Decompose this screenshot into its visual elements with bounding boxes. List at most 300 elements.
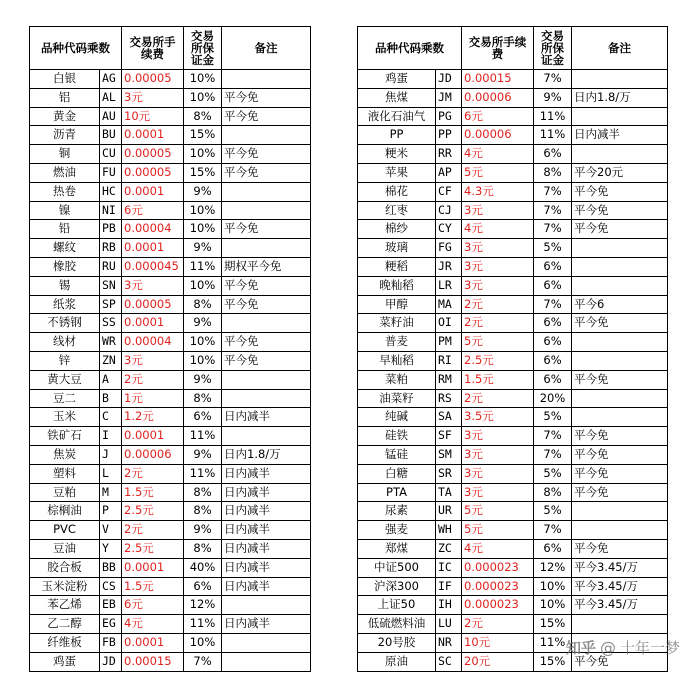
margin-cell: 6% bbox=[534, 539, 572, 558]
product-code-cell: PG bbox=[436, 107, 462, 126]
watermark bbox=[566, 637, 680, 658]
product-name-cell: 热卷 bbox=[30, 182, 100, 201]
fee-cell: 3元 bbox=[122, 276, 184, 295]
note-cell bbox=[222, 239, 311, 258]
margin-cell: 11% bbox=[184, 257, 222, 276]
note-cell: 平今免 bbox=[572, 445, 668, 464]
fee-cell: 0.000023 bbox=[462, 596, 534, 615]
product-code-cell: PP bbox=[436, 126, 462, 145]
margin-cell: 9% bbox=[534, 88, 572, 107]
note-cell: 平今免 bbox=[572, 464, 668, 483]
fee-cell: 3元 bbox=[462, 427, 534, 446]
table-row bbox=[358, 539, 668, 558]
note-cell bbox=[222, 389, 311, 408]
margin-cell: 8% bbox=[184, 107, 222, 126]
table-row bbox=[30, 239, 311, 258]
fee-cell: 1.5元 bbox=[462, 370, 534, 389]
header-product: 品种代码乘数 bbox=[30, 27, 122, 70]
margin-cell: 8% bbox=[184, 295, 222, 314]
author-name: 十年一梦 bbox=[619, 639, 680, 657]
product-name-cell: 硅铁 bbox=[358, 427, 436, 446]
note-cell bbox=[572, 276, 668, 295]
table-row bbox=[358, 333, 668, 352]
margin-cell: 7% bbox=[534, 427, 572, 446]
table-row bbox=[30, 652, 311, 671]
note-cell bbox=[572, 70, 668, 89]
fee-cell: 20元 bbox=[462, 652, 534, 671]
table-row bbox=[358, 70, 668, 89]
margin-cell: 11% bbox=[534, 107, 572, 126]
fee-cell: 4元 bbox=[462, 145, 534, 164]
margin-cell: 7% bbox=[534, 182, 572, 201]
note-cell: 平今免 bbox=[222, 145, 311, 164]
product-code-cell: RM bbox=[436, 370, 462, 389]
product-code-cell: Y bbox=[100, 539, 122, 558]
header-margin: 交易所保证金 bbox=[184, 27, 222, 70]
margin-cell: 8% bbox=[184, 539, 222, 558]
product-code-cell: MA bbox=[436, 295, 462, 314]
fee-cell: 3元 bbox=[462, 239, 534, 258]
product-name-cell: 棉纱 bbox=[358, 220, 436, 239]
product-name-cell: 焦煤 bbox=[358, 88, 436, 107]
zhihu-logo: 知乎 bbox=[565, 639, 596, 657]
table-row bbox=[358, 408, 668, 427]
fee-cell: 0.000023 bbox=[462, 577, 534, 596]
table-row bbox=[30, 220, 311, 239]
note-cell: 平今免 bbox=[572, 182, 668, 201]
product-name-cell: 玉米淀粉 bbox=[30, 577, 100, 596]
table-row bbox=[30, 521, 311, 540]
product-name-cell: 低硫燃料油 bbox=[358, 615, 436, 634]
product-name-cell: 豆二 bbox=[30, 389, 100, 408]
header-fee: 交易所手续费 bbox=[122, 27, 184, 70]
product-name-cell: 锌 bbox=[30, 351, 100, 370]
margin-cell: 12% bbox=[534, 558, 572, 577]
note-cell: 平今20元 bbox=[572, 163, 668, 182]
table-row bbox=[358, 88, 668, 107]
margin-cell: 9% bbox=[184, 182, 222, 201]
fee-cell: 6元 bbox=[462, 107, 534, 126]
margin-cell: 9% bbox=[184, 239, 222, 258]
table-row bbox=[358, 558, 668, 577]
product-name-cell: 鸡蛋 bbox=[358, 70, 436, 89]
header-row bbox=[30, 27, 311, 70]
table-row bbox=[30, 333, 311, 352]
margin-cell: 6% bbox=[184, 408, 222, 427]
table-row bbox=[30, 577, 311, 596]
margin-cell: 7% bbox=[534, 445, 572, 464]
table-row bbox=[30, 314, 311, 333]
product-name-cell: 强麦 bbox=[358, 521, 436, 540]
fee-cell: 0.00006 bbox=[462, 88, 534, 107]
product-name-cell: 普麦 bbox=[358, 333, 436, 352]
margin-cell: 40% bbox=[184, 558, 222, 577]
header-fee: 交易所手续费 bbox=[462, 27, 534, 70]
fee-cell: 0.00015 bbox=[462, 70, 534, 89]
note-cell: 平今6 bbox=[572, 295, 668, 314]
product-name-cell: 沪深300 bbox=[358, 577, 436, 596]
fee-cell: 2元 bbox=[122, 521, 184, 540]
product-name-cell: 塑料 bbox=[30, 464, 100, 483]
note-cell: 平今免 bbox=[222, 163, 311, 182]
product-name-cell: 鸡蛋 bbox=[30, 652, 100, 671]
product-name-cell: 郑煤 bbox=[358, 539, 436, 558]
table-row bbox=[358, 182, 668, 201]
fee-cell: 2元 bbox=[462, 314, 534, 333]
note-cell bbox=[572, 257, 668, 276]
note-cell: 平今3.45/万 bbox=[572, 577, 668, 596]
margin-cell: 10% bbox=[184, 333, 222, 352]
product-name-cell: 锰硅 bbox=[358, 445, 436, 464]
product-code-cell: PM bbox=[436, 333, 462, 352]
header-margin: 交易所保证金 bbox=[534, 27, 572, 70]
table-row bbox=[358, 145, 668, 164]
fee-cell: 0.00005 bbox=[122, 145, 184, 164]
fee-cell: 1元 bbox=[122, 389, 184, 408]
table-row bbox=[30, 464, 311, 483]
product-code-cell: CJ bbox=[436, 201, 462, 220]
product-code-cell: SM bbox=[436, 445, 462, 464]
fee-cell: 2元 bbox=[462, 389, 534, 408]
product-code-cell: BB bbox=[100, 558, 122, 577]
product-code-cell: OI bbox=[436, 314, 462, 333]
product-name-cell: 苹果 bbox=[358, 163, 436, 182]
note-cell bbox=[222, 596, 311, 615]
table-row bbox=[358, 276, 668, 295]
table-row bbox=[358, 615, 668, 634]
note-cell bbox=[222, 370, 311, 389]
fee-cell: 2元 bbox=[462, 615, 534, 634]
product-code-cell: FU bbox=[100, 163, 122, 182]
note-cell bbox=[572, 145, 668, 164]
product-code-cell: JD bbox=[100, 652, 122, 671]
margin-cell: 10% bbox=[184, 70, 222, 89]
margin-cell: 6% bbox=[534, 370, 572, 389]
margin-cell: 9% bbox=[184, 521, 222, 540]
margin-cell: 7% bbox=[534, 201, 572, 220]
margin-cell: 11% bbox=[184, 427, 222, 446]
margin-cell: 6% bbox=[534, 351, 572, 370]
table-row bbox=[358, 201, 668, 220]
fee-cell: 4元 bbox=[462, 539, 534, 558]
note-cell: 平今免 bbox=[572, 370, 668, 389]
note-cell: 平今免 bbox=[222, 107, 311, 126]
product-name-cell: 豆粕 bbox=[30, 483, 100, 502]
note-cell: 平今免 bbox=[572, 652, 668, 671]
fee-cell: 0.0001 bbox=[122, 239, 184, 258]
table-row bbox=[30, 389, 311, 408]
note-cell: 平今免 bbox=[222, 333, 311, 352]
note-cell bbox=[222, 201, 311, 220]
fee-cell: 4元 bbox=[122, 615, 184, 634]
product-name-cell: 锡 bbox=[30, 276, 100, 295]
product-code-cell: CY bbox=[436, 220, 462, 239]
note-cell bbox=[222, 427, 311, 446]
table-row bbox=[358, 445, 668, 464]
margin-cell: 5% bbox=[534, 239, 572, 258]
note-cell bbox=[222, 70, 311, 89]
margin-cell: 5% bbox=[534, 502, 572, 521]
margin-cell: 9% bbox=[184, 370, 222, 389]
margin-cell: 20% bbox=[534, 389, 572, 408]
header-product: 品种代码乘数 bbox=[358, 27, 462, 70]
product-name-cell: 铝 bbox=[30, 88, 100, 107]
margin-cell: 10% bbox=[184, 88, 222, 107]
product-name-cell: PTA bbox=[358, 483, 436, 502]
margin-cell: 8% bbox=[534, 163, 572, 182]
margin-cell: 10% bbox=[184, 220, 222, 239]
margin-cell: 8% bbox=[184, 389, 222, 408]
margin-cell: 10% bbox=[184, 276, 222, 295]
table-row bbox=[358, 521, 668, 540]
note-cell: 日内减半 bbox=[572, 126, 668, 145]
product-code-cell: RB bbox=[100, 239, 122, 258]
table-row bbox=[30, 596, 311, 615]
product-name-cell: 乙二醇 bbox=[30, 615, 100, 634]
product-name-cell: 液化石油气 bbox=[358, 107, 436, 126]
fee-cell: 0.0001 bbox=[122, 558, 184, 577]
product-name-cell: 铁矿石 bbox=[30, 427, 100, 446]
note-cell bbox=[572, 521, 668, 540]
table-row bbox=[30, 145, 311, 164]
table-row bbox=[30, 70, 311, 89]
table-row bbox=[30, 182, 311, 201]
note-cell: 平今免 bbox=[222, 88, 311, 107]
note-cell bbox=[222, 652, 311, 671]
note-cell: 日内减半 bbox=[222, 558, 311, 577]
fee-cell: 3元 bbox=[122, 88, 184, 107]
note-cell bbox=[222, 314, 311, 333]
table-row bbox=[30, 88, 311, 107]
product-name-cell: PVC bbox=[30, 521, 100, 540]
product-code-cell: SS bbox=[100, 314, 122, 333]
margin-cell: 15% bbox=[534, 615, 572, 634]
note-cell bbox=[222, 126, 311, 145]
product-name-cell: 红枣 bbox=[358, 201, 436, 220]
note-cell: 平今免 bbox=[572, 483, 668, 502]
fee-cell: 3元 bbox=[462, 276, 534, 295]
table-row bbox=[358, 370, 668, 389]
note-cell: 日内1.8/万 bbox=[222, 445, 311, 464]
product-name-cell: 镍 bbox=[30, 201, 100, 220]
margin-cell: 11% bbox=[534, 633, 572, 652]
product-name-cell: 棉花 bbox=[358, 182, 436, 201]
product-name-cell: 白糖 bbox=[358, 464, 436, 483]
product-name-cell: 晚籼稻 bbox=[358, 276, 436, 295]
table-row bbox=[358, 257, 668, 276]
fee-cell: 2.5元 bbox=[122, 502, 184, 521]
product-name-cell: 甲醇 bbox=[358, 295, 436, 314]
product-name-cell: 20号胶 bbox=[358, 633, 436, 652]
product-name-cell: 焦炭 bbox=[30, 445, 100, 464]
product-code-cell: TA bbox=[436, 483, 462, 502]
product-code-cell: PB bbox=[100, 220, 122, 239]
product-code-cell: FB bbox=[100, 633, 122, 652]
table-row bbox=[30, 351, 311, 370]
note-cell bbox=[572, 351, 668, 370]
margin-cell: 8% bbox=[184, 483, 222, 502]
table-row bbox=[358, 596, 668, 615]
fee-cell: 1.5元 bbox=[122, 483, 184, 502]
fee-cell: 0.0001 bbox=[122, 427, 184, 446]
table-row bbox=[30, 445, 311, 464]
note-cell bbox=[572, 408, 668, 427]
table-row bbox=[30, 615, 311, 634]
note-cell: 平今免 bbox=[222, 351, 311, 370]
product-code-cell: ZC bbox=[436, 539, 462, 558]
fee-cell: 6元 bbox=[122, 201, 184, 220]
note-cell bbox=[572, 502, 668, 521]
product-name-cell: 上证50 bbox=[358, 596, 436, 615]
margin-cell: 10% bbox=[184, 145, 222, 164]
table-row bbox=[30, 370, 311, 389]
product-code-cell: SN bbox=[100, 276, 122, 295]
fee-table-right bbox=[357, 26, 668, 672]
table-row bbox=[30, 408, 311, 427]
margin-cell: 10% bbox=[184, 351, 222, 370]
margin-cell: 11% bbox=[534, 126, 572, 145]
product-name-cell: 豆油 bbox=[30, 539, 100, 558]
margin-cell: 7% bbox=[534, 295, 572, 314]
product-name-cell: 纸浆 bbox=[30, 295, 100, 314]
table-row bbox=[30, 257, 311, 276]
product-code-cell: EB bbox=[100, 596, 122, 615]
margin-cell: 7% bbox=[534, 220, 572, 239]
product-name-cell: 黄大豆 bbox=[30, 370, 100, 389]
fee-cell: 5元 bbox=[462, 163, 534, 182]
product-name-cell: 黄金 bbox=[30, 107, 100, 126]
fee-cell: 1.2元 bbox=[122, 408, 184, 427]
table-row bbox=[358, 577, 668, 596]
product-name-cell: 纯碱 bbox=[358, 408, 436, 427]
fee-cell: 10元 bbox=[462, 633, 534, 652]
table-row bbox=[30, 539, 311, 558]
fee-cell: 2.5元 bbox=[462, 351, 534, 370]
table-row bbox=[358, 239, 668, 258]
fee-cell: 3元 bbox=[462, 483, 534, 502]
margin-cell: 11% bbox=[184, 464, 222, 483]
product-code-cell: CF bbox=[436, 182, 462, 201]
product-code-cell: UR bbox=[436, 502, 462, 521]
product-name-cell: 粳稻 bbox=[358, 257, 436, 276]
product-name-cell: 菜粕 bbox=[358, 370, 436, 389]
note-cell: 平今免 bbox=[222, 295, 311, 314]
fee-cell: 3元 bbox=[462, 445, 534, 464]
fee-cell: 0.00004 bbox=[122, 333, 184, 352]
product-name-cell: 粳米 bbox=[358, 145, 436, 164]
margin-cell: 6% bbox=[534, 257, 572, 276]
product-code-cell: RI bbox=[436, 351, 462, 370]
note-cell bbox=[222, 182, 311, 201]
note-cell bbox=[572, 615, 668, 634]
product-code-cell: SP bbox=[100, 295, 122, 314]
fee-cell: 0.00006 bbox=[462, 126, 534, 145]
fee-cell: 3元 bbox=[122, 351, 184, 370]
fee-cell: 5元 bbox=[462, 333, 534, 352]
table-row bbox=[30, 633, 311, 652]
fee-cell: 3元 bbox=[462, 201, 534, 220]
product-code-cell: BU bbox=[100, 126, 122, 145]
margin-cell: 9% bbox=[184, 314, 222, 333]
product-name-cell: 棕榈油 bbox=[30, 502, 100, 521]
margin-cell: 5% bbox=[534, 408, 572, 427]
table-row bbox=[358, 351, 668, 370]
product-code-cell: RR bbox=[436, 145, 462, 164]
product-code-cell: C bbox=[100, 408, 122, 427]
product-name-cell: 铅 bbox=[30, 220, 100, 239]
fee-cell: 4.3元 bbox=[462, 182, 534, 201]
table-row bbox=[30, 201, 311, 220]
product-code-cell: IF bbox=[436, 577, 462, 596]
fee-cell: 3.5元 bbox=[462, 408, 534, 427]
product-code-cell: CS bbox=[100, 577, 122, 596]
table-row bbox=[30, 427, 311, 446]
fee-cell: 2元 bbox=[122, 370, 184, 389]
note-cell: 日内减半 bbox=[222, 502, 311, 521]
fee-cell: 0.00005 bbox=[122, 70, 184, 89]
note-cell: 日内减半 bbox=[222, 539, 311, 558]
fee-cell: 0.0001 bbox=[122, 182, 184, 201]
fee-cell: 5元 bbox=[462, 502, 534, 521]
product-code-cell: RU bbox=[100, 257, 122, 276]
product-name-cell: 白银 bbox=[30, 70, 100, 89]
fee-cell: 5元 bbox=[462, 521, 534, 540]
table-row bbox=[358, 389, 668, 408]
table-row bbox=[358, 220, 668, 239]
fee-cell: 0.000023 bbox=[462, 558, 534, 577]
product-code-cell: AP bbox=[436, 163, 462, 182]
note-cell: 平今免 bbox=[572, 539, 668, 558]
product-name-cell: 原油 bbox=[358, 652, 436, 671]
note-cell bbox=[572, 239, 668, 258]
margin-cell: 6% bbox=[534, 314, 572, 333]
margin-cell: 6% bbox=[534, 145, 572, 164]
product-name-cell: 玉米 bbox=[30, 408, 100, 427]
fee-cell: 2.5元 bbox=[122, 539, 184, 558]
product-code-cell: B bbox=[100, 389, 122, 408]
note-cell: 平今3.45/万 bbox=[572, 558, 668, 577]
product-name-cell: 不锈钢 bbox=[30, 314, 100, 333]
product-code-cell: V bbox=[100, 521, 122, 540]
table-row bbox=[30, 107, 311, 126]
product-code-cell: HC bbox=[100, 182, 122, 201]
note-cell: 平今免 bbox=[222, 276, 311, 295]
table-row bbox=[30, 126, 311, 145]
product-name-cell: 中证500 bbox=[358, 558, 436, 577]
note-cell: 日内减半 bbox=[222, 483, 311, 502]
table-row bbox=[30, 502, 311, 521]
fee-cell: 0.000045 bbox=[122, 257, 184, 276]
product-name-cell: 橡胶 bbox=[30, 257, 100, 276]
product-name-cell: PP bbox=[358, 126, 436, 145]
note-cell: 期权平今免 bbox=[222, 257, 311, 276]
fee-cell: 2元 bbox=[462, 295, 534, 314]
note-cell: 日内1.8/万 bbox=[572, 88, 668, 107]
table-row bbox=[30, 276, 311, 295]
fee-cell: 10元 bbox=[122, 107, 184, 126]
margin-cell: 9% bbox=[184, 445, 222, 464]
product-code-cell: P bbox=[100, 502, 122, 521]
product-code-cell: A bbox=[100, 370, 122, 389]
margin-cell: 15% bbox=[184, 163, 222, 182]
product-name-cell: 螺纹 bbox=[30, 239, 100, 258]
product-name-cell: 尿素 bbox=[358, 502, 436, 521]
product-code-cell: SF bbox=[436, 427, 462, 446]
product-code-cell: AG bbox=[100, 70, 122, 89]
note-cell: 平今免 bbox=[572, 314, 668, 333]
product-code-cell: M bbox=[100, 483, 122, 502]
note-cell bbox=[572, 333, 668, 352]
